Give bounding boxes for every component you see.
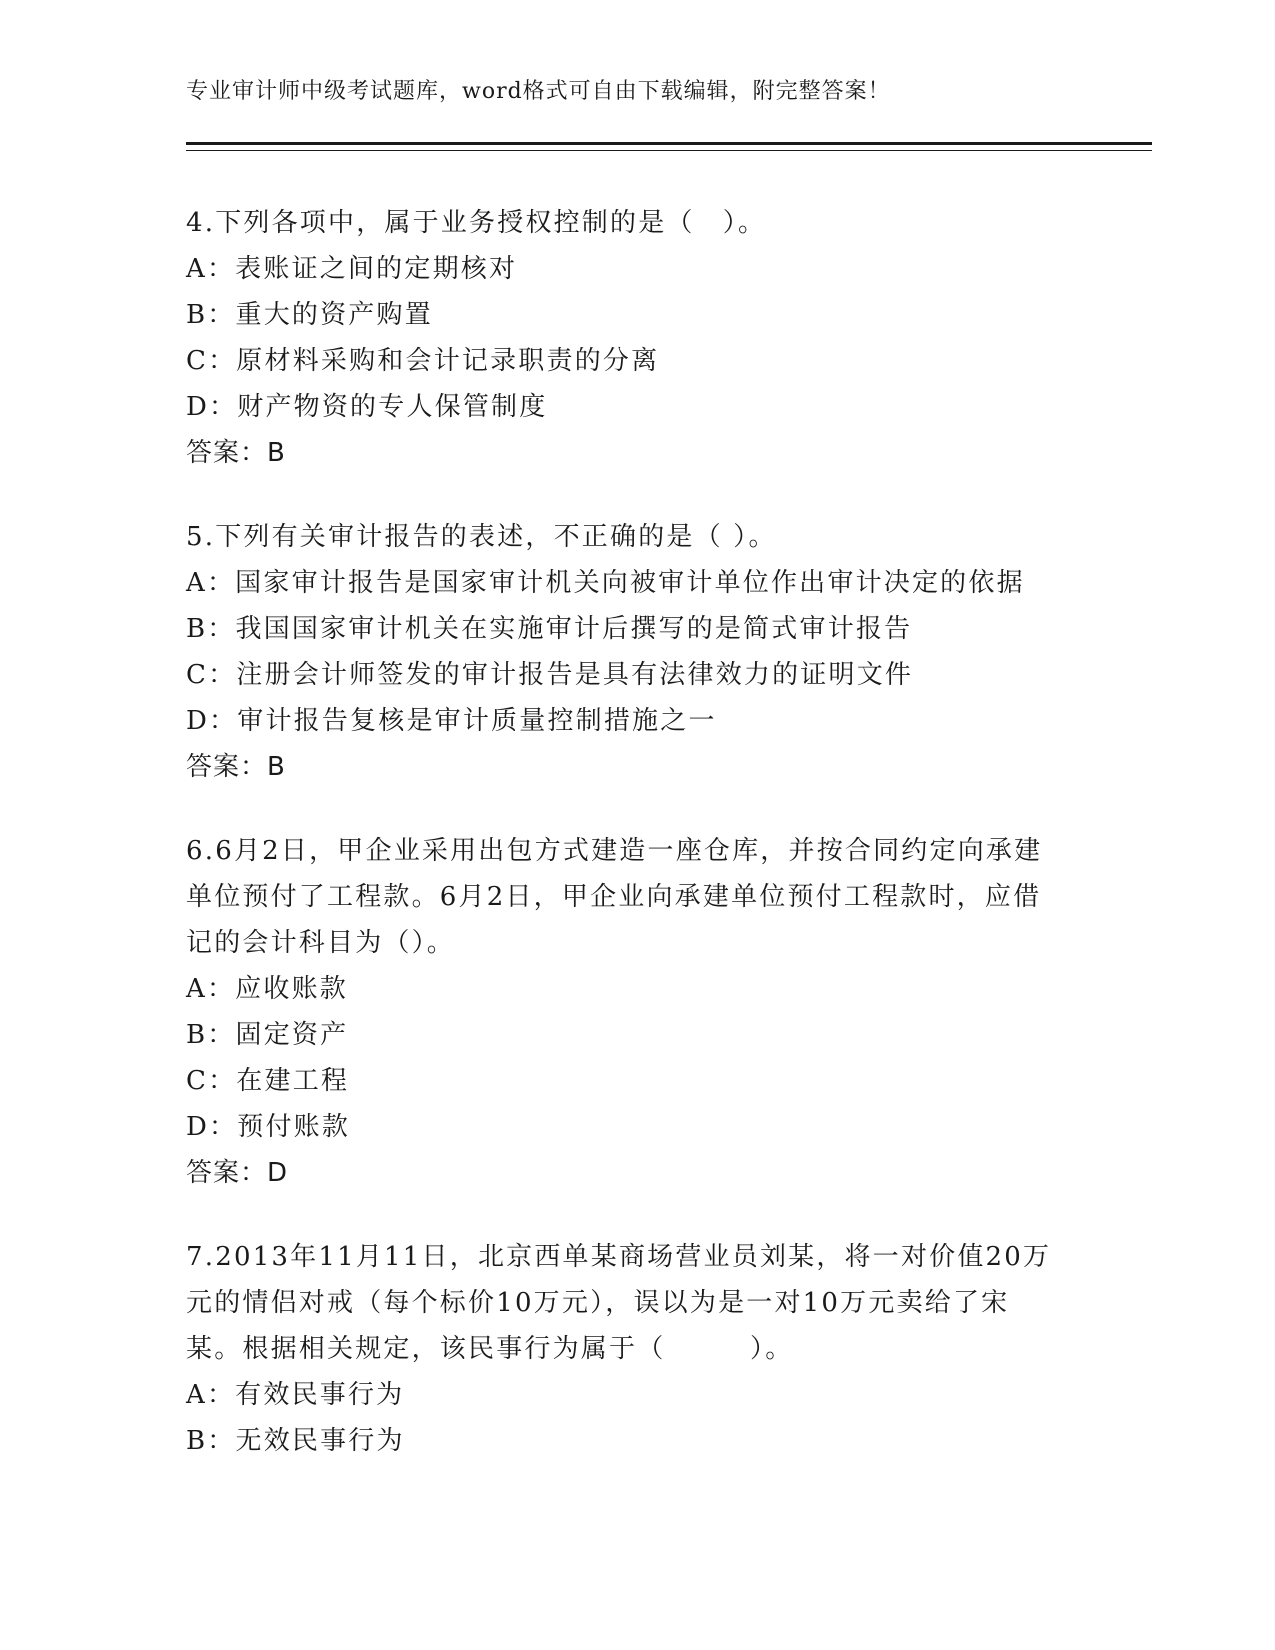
answer: 答案：B — [186, 438, 286, 468]
question-stem: 4.下列各项中，属于业务授权控制的是（ ）。 — [186, 208, 767, 238]
question-7 — [186, 1234, 1086, 1464]
page-header: 专业审计师中级考试题库，word格式可自由下载编辑，附完整答案！ — [186, 79, 891, 104]
option-b: B：重大的资产购置 — [186, 300, 433, 330]
option-d: D：财产物资的专人保管制度 — [186, 392, 548, 422]
option-b: B：我国国家审计机关在实施审计后撰写的是简式审计报告 — [186, 614, 913, 644]
question-stem-line-3: 某。根据相关规定，该民事行为属于（ ）。 — [186, 1334, 794, 1364]
option-a: A：有效民事行为 — [186, 1380, 405, 1410]
answer: 答案：D — [186, 1158, 289, 1188]
answer: 答案：B — [186, 752, 286, 782]
option-a: A：表账证之间的定期核对 — [186, 254, 518, 284]
option-c: C：在建工程 — [186, 1066, 350, 1096]
question-stem-line-3: 记的会计科目为（）。 — [186, 928, 456, 958]
header-rule — [186, 142, 1152, 151]
question-stem-line-1: 7.2013年11月11日，北京西单某商场营业员刘某，将一对价值20万 — [186, 1242, 1052, 1272]
option-c: C：原材料采购和会计记录职责的分离 — [186, 346, 660, 376]
question-stem-line-1: 6.6月2日，甲企业采用出包方式建造一座仓库，并按合同约定向承建 — [186, 836, 1043, 866]
option-d: D：审计报告复核是审计质量控制措施之一 — [186, 706, 717, 736]
option-a: A：国家审计报告是国家审计机关向被审计单位作出审计决定的依据 — [186, 568, 1025, 598]
question-stem-line-2: 元的情侣对戒（每个标价10万元），误以为是一对10万元卖给了宋 — [186, 1288, 1010, 1318]
option-b: B：无效民事行为 — [186, 1426, 405, 1456]
question-list — [186, 200, 1086, 1502]
option-a: A：应收账款 — [186, 974, 348, 1004]
option-b: B：固定资产 — [186, 1020, 349, 1050]
question-6 — [186, 828, 1086, 1196]
question-stem-line-2: 单位预付了工程款。6月2日，甲企业向承建单位预付工程款时，应借 — [186, 882, 1042, 912]
question-5 — [186, 514, 1086, 790]
option-d: D：预付账款 — [186, 1112, 351, 1142]
question-4 — [186, 200, 1086, 476]
question-stem: 5.下列有关审计报告的表述，不正确的是（ ）。 — [186, 522, 777, 552]
option-c: C：注册会计师签发的审计报告是具有法律效力的证明文件 — [186, 660, 914, 690]
